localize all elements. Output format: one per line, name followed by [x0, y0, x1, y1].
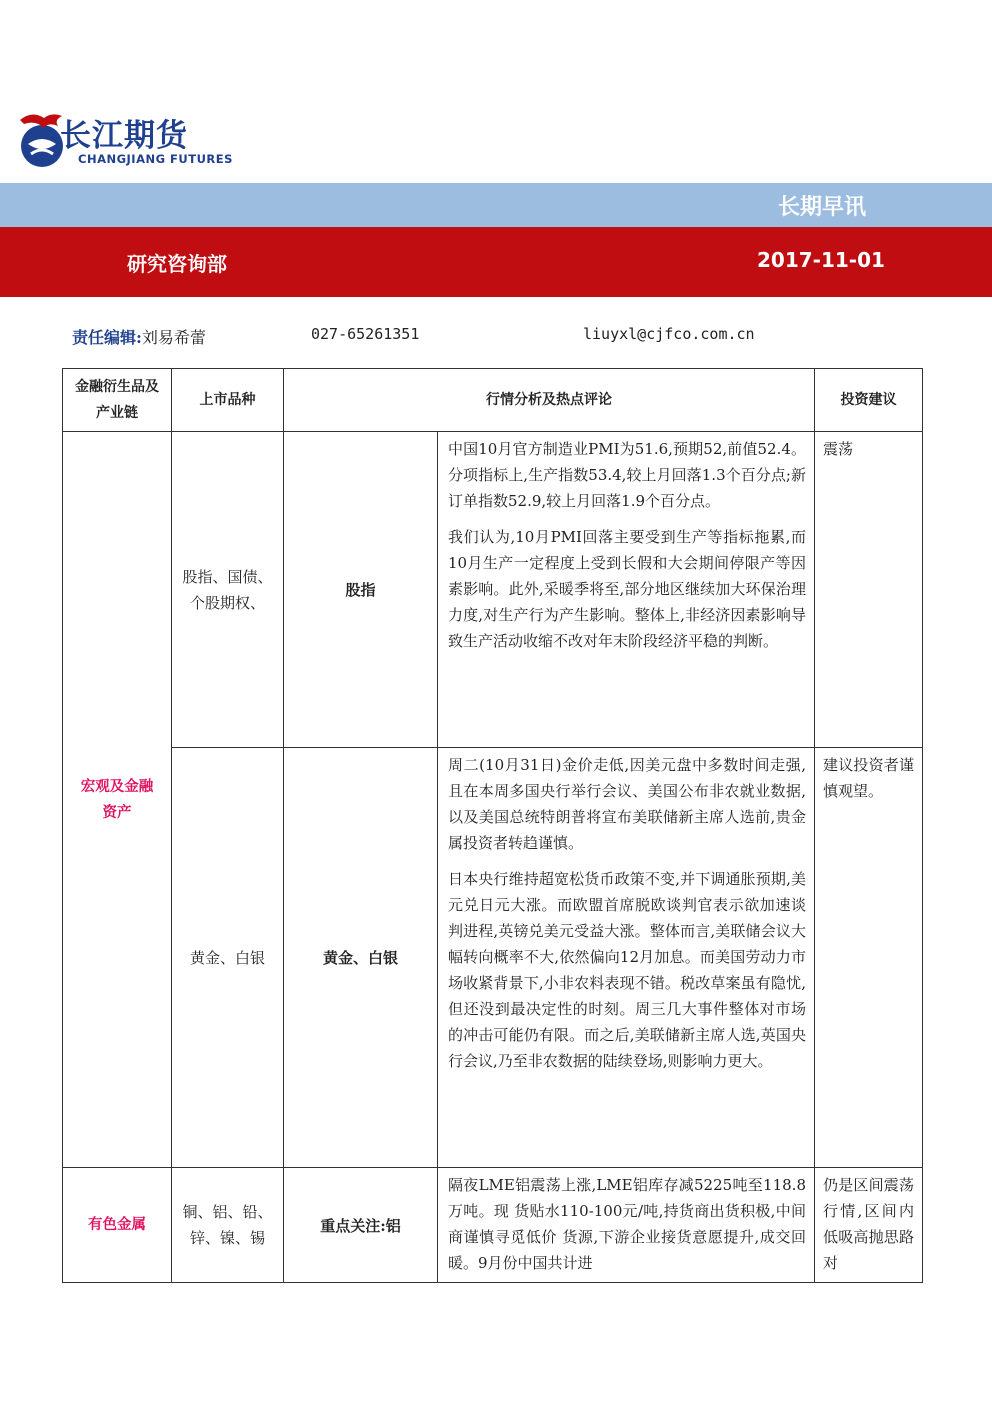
analysis-paragraph: 日本央行维持超宽松货币政策不变,并下调通胀预期,美元兑日元大涨。而欧盟首席脱欧谈判官表示欲加速谈判进程,英镑兑美元受益大涨。整体而言,美联储会议大幅转向概率不大,依然偏向12月加息。而美国劳动力市场收紧背景下,小非农料表现不错。税改草案虽有隐忧,但还没到最决定性的时刻。周三几大事件整体对市场的冲击可能仍有限。而之后,美联储新主席人选,英国央行会议,乃至非农数据的陆续登场,则影响力更大。 [448, 870, 806, 1070]
focus-cell: 重点关注:铝 [284, 1168, 438, 1283]
header-category: 金融衍生品及产业链 [63, 369, 172, 432]
products-cell: 股指、国债、个股期权、 [172, 432, 284, 748]
analysis-paragraph: 周二(10月31日)金价走低,因美元盘中多数时间走强,且在本周多国央行举行会议、美国公布非农就业数据,以及美国总统特朗普将宣布美联储新主席人选前,贵金属投资者转趋谨慎。 [448, 756, 806, 852]
analysis-paragraph: 隔夜LME铝震荡上涨,LME铝库存减5225吨至118.8万吨。现 货贴水110-100元/吨,持货商出货积极,中间商谨慎寻觅低价 货源,下游企业接货意愿提升,成交回暖。9月份中国共计进 [448, 1176, 806, 1272]
report-title: 长期早讯 [777, 195, 866, 220]
logo-name-en: CHANGJIANG FUTURES [78, 152, 233, 166]
header-products: 上市品种 [172, 369, 284, 432]
editor-info [72, 325, 206, 348]
header-red-band [0, 227, 992, 297]
header-advice: 投资建议 [815, 369, 923, 432]
focus-cell: 股指 [284, 432, 438, 748]
advice-cell: 仍是区间震荡行情,区间内低吸高抛思路对 [815, 1168, 923, 1283]
table-row [63, 748, 923, 1168]
header-analysis: 行情分析及热点评论 [284, 369, 815, 432]
logo-name-cn: 长江期货 [60, 118, 188, 154]
table-row [63, 432, 923, 748]
table-header-row [63, 369, 923, 432]
analysis-paragraph: 中国10月官方制造业PMI为51.6,预期52,前值52.4。分项指标上,生产指数53.4,较上月回落1.3个百分点;新订单指数52.9,较上月回落1.9个百分点。 [448, 440, 806, 510]
category-macro: 宏观及金融资产 [63, 432, 172, 1168]
category-metals: 有色金属 [63, 1168, 172, 1283]
analysis-cell [438, 748, 815, 1168]
analysis-paragraph: 我们认为,10月PMI回落主要受到生产等指标拖累,而10月生产一定程度上受到长假和大会期间停限产等因素影响。此外,采暖季将至,部分地区继续加大环保治理力度,对生产行为产生影响。整体上,非经济因素影响导致生产活动收缩不改对年末阶段经济平稳的判断。 [448, 528, 806, 650]
advice-cell: 震荡 [815, 432, 923, 748]
products-cell: 铜、铝、铅、锌、镍、锡 [172, 1168, 284, 1283]
header-blue-band [0, 183, 992, 227]
table-row [63, 1168, 923, 1283]
analysis-cell [438, 1168, 815, 1283]
editor-email[interactable]: liuyxl@cjfco.com.cn [583, 325, 755, 343]
products-cell: 黄金、白银 [172, 748, 284, 1168]
focus-cell: 黄金、白银 [284, 748, 438, 1168]
editor-phone: 027-65261351 [311, 325, 420, 343]
editor-label: 责任编辑: [72, 328, 142, 347]
analysis-cell [438, 432, 815, 748]
department-name: 研究咨询部 [127, 252, 227, 276]
market-table [62, 368, 923, 1283]
editor-name: 刘易希蕾 [141, 328, 206, 347]
advice-cell: 建议投资者谨慎观望。 [815, 748, 923, 1168]
report-date: 2017-11-01 [757, 248, 885, 272]
